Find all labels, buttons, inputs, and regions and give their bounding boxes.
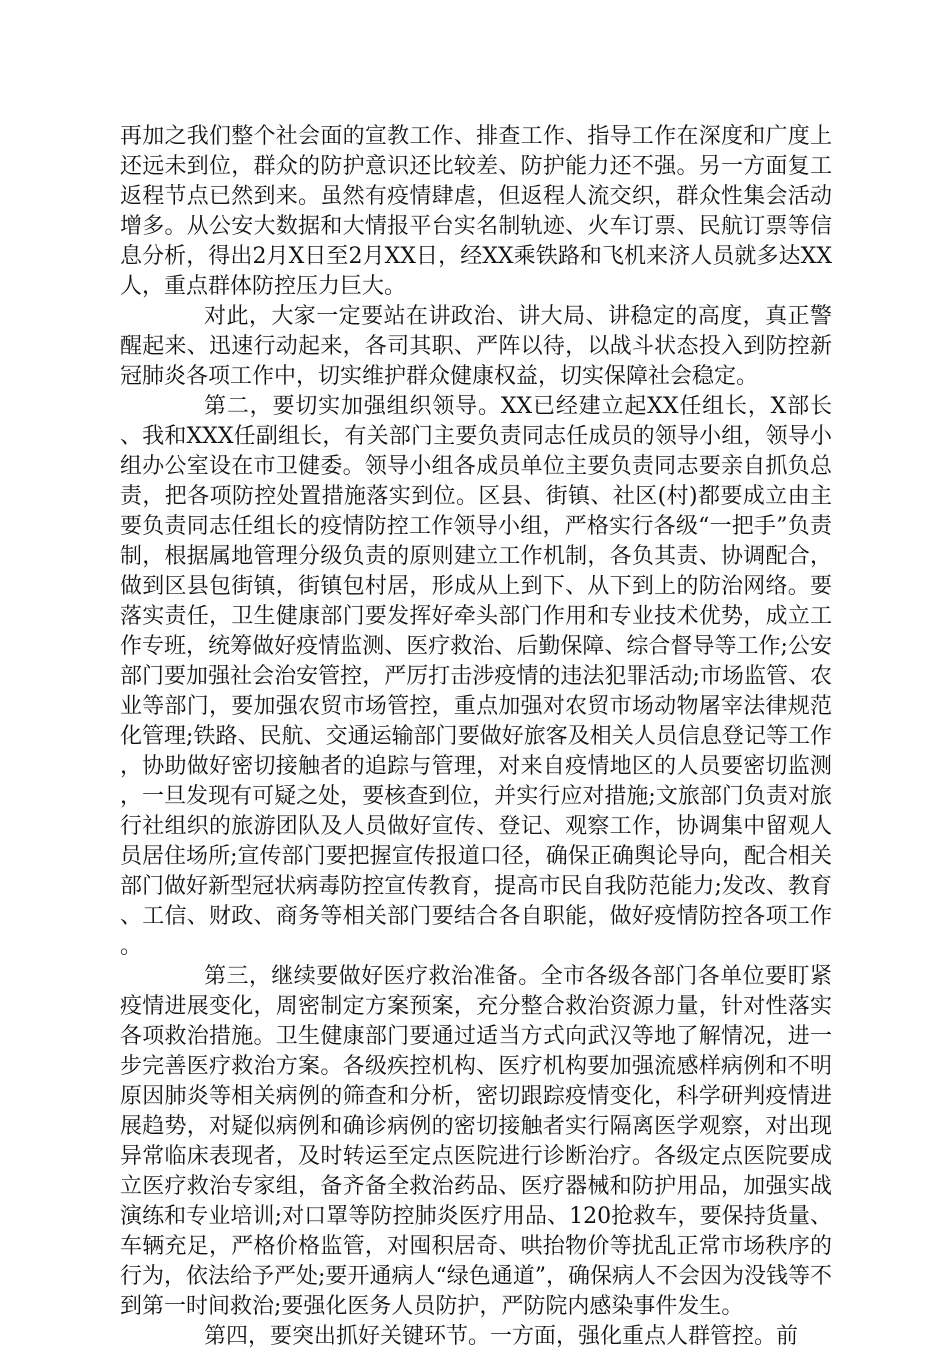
paragraph-medical-treatment: 第三，继续要做好医疗救治准备。全市各级各部门各单位要盯紧疫情进展变化，周密制定方案预案，充分整合救治资源力量，针对性落实各项救治措施。卫生健康部门要通过适当方式向武汉等地了解情况，进一步完善医疗救治方案。各级疾控机构、医疗机构要加强流感样病例和不明原因肺炎等相关病例的筛查和分析，密切跟踪疫情变化，科学研判疫情进展趋势，对疑似病例和确诊病例的密切接触者实行隔离医学观察，对出现异常临床表现者，及时转运至定点医院进行诊断治疗。各级定点医院要成立医疗救治专家组，备齐备全救治药品、医疗器械和防护用品，加强实战演练和专业培训;对口罩等防控肺炎医疗用品、120抢救车，要保持货量、车辆充足，严格价格监管，对囤积居奇、哄抬物价等扰乱正常市场秩序的行为，依法给予严处;要开通病人“绿色通道”，确保病人不会因为没钱等不到第一时间救治;要强化医务人员防护，严防院内感染事件发生。 [120, 964, 832, 1319]
paragraph-key-links: 第四，要突出抓好关键环节。一方面，强化重点人群管控。前 [204, 1324, 799, 1349]
paragraph-organization-leadership: 第二，要切实加强组织领导。XX已经建立起XX任组长，X部长、我和XXX任副组长，有关部门主要负责同志任成员的领导小组，领导小组办公室设在市卫健委。领导小组各成员单位主要负责同志要亲自抓负总责，把各项防控处置措施落实到位。区县、街镇、社区(村)都要成立由主要负责同志任组长的疫情防控工作领导小组，严格实行各级“一把手”负责制，根据属地管理分级负责的原则建立工作机制，各负其责、协调配合，做到区县包街镇，街镇包村居，形成从上到下、从下到上的防治网络。要落实责任，卫生健康部门要发挥好牵头部门作用和专业技术优势，成立工作专班，统筹做好疫情监测、医疗救治、后勤保障、综合督导等工作;公安部门要加强社会治安管控，严厉打击涉疫情的违法犯罪活动;市场监管、农业等部门，要加强农贸市场管控，重点加强对农贸市场动物屠宰法律规范化管理;铁路、民航、交通运输部门要做好旅客及相关人员信息登记等工作，协助做好密切接触者的追踪与管理，对来自疫情地区的人员要密切监测，一旦发现有可疑之处，要核查到位，并实行应对措施;文旅部门负责对旅行社组织的旅游团队及人员做好宣传、登记、观察工作，协调集中留观人员居住场所;宣传部门要把握宣传报道口径，确保正确舆论导向，配合相关部门做好新型冠状病毒防控宣传教育，提高市民自我防范能力;发改、教育、工信、财政、商务等相关部门要结合各自职能，做好疫情防控各项工作。 [120, 394, 832, 959]
paragraph-response: 对此，大家一定要站在讲政治、讲大局、讲稳定的高度，真正警醒起来、迅速行动起来，各司其职、严阵以待，以战斗状态投入到防控新冠肺炎各项工作中，切实维护群众健康权益，切实保障社会稳定。 [120, 304, 832, 389]
document-body [120, 122, 832, 1352]
paragraph-situation: 再加之我们整个社会面的宣教工作、排查工作、指导工作在深度和广度上还远未到位，群众的防护意识还比较差、防护能力还不强。另一方面复工返程节点已然到来。虽然有疫情肆虐，但返程人流交织，群众性集会活动增多。从公安大数据和大情报平台实名制轨迹、火车订票、民航订票等信息分析，得出2月X日至2月XX日，经XX乘铁路和飞机来济人员就多达XX人，重点群体防控压力巨大。 [120, 124, 832, 299]
